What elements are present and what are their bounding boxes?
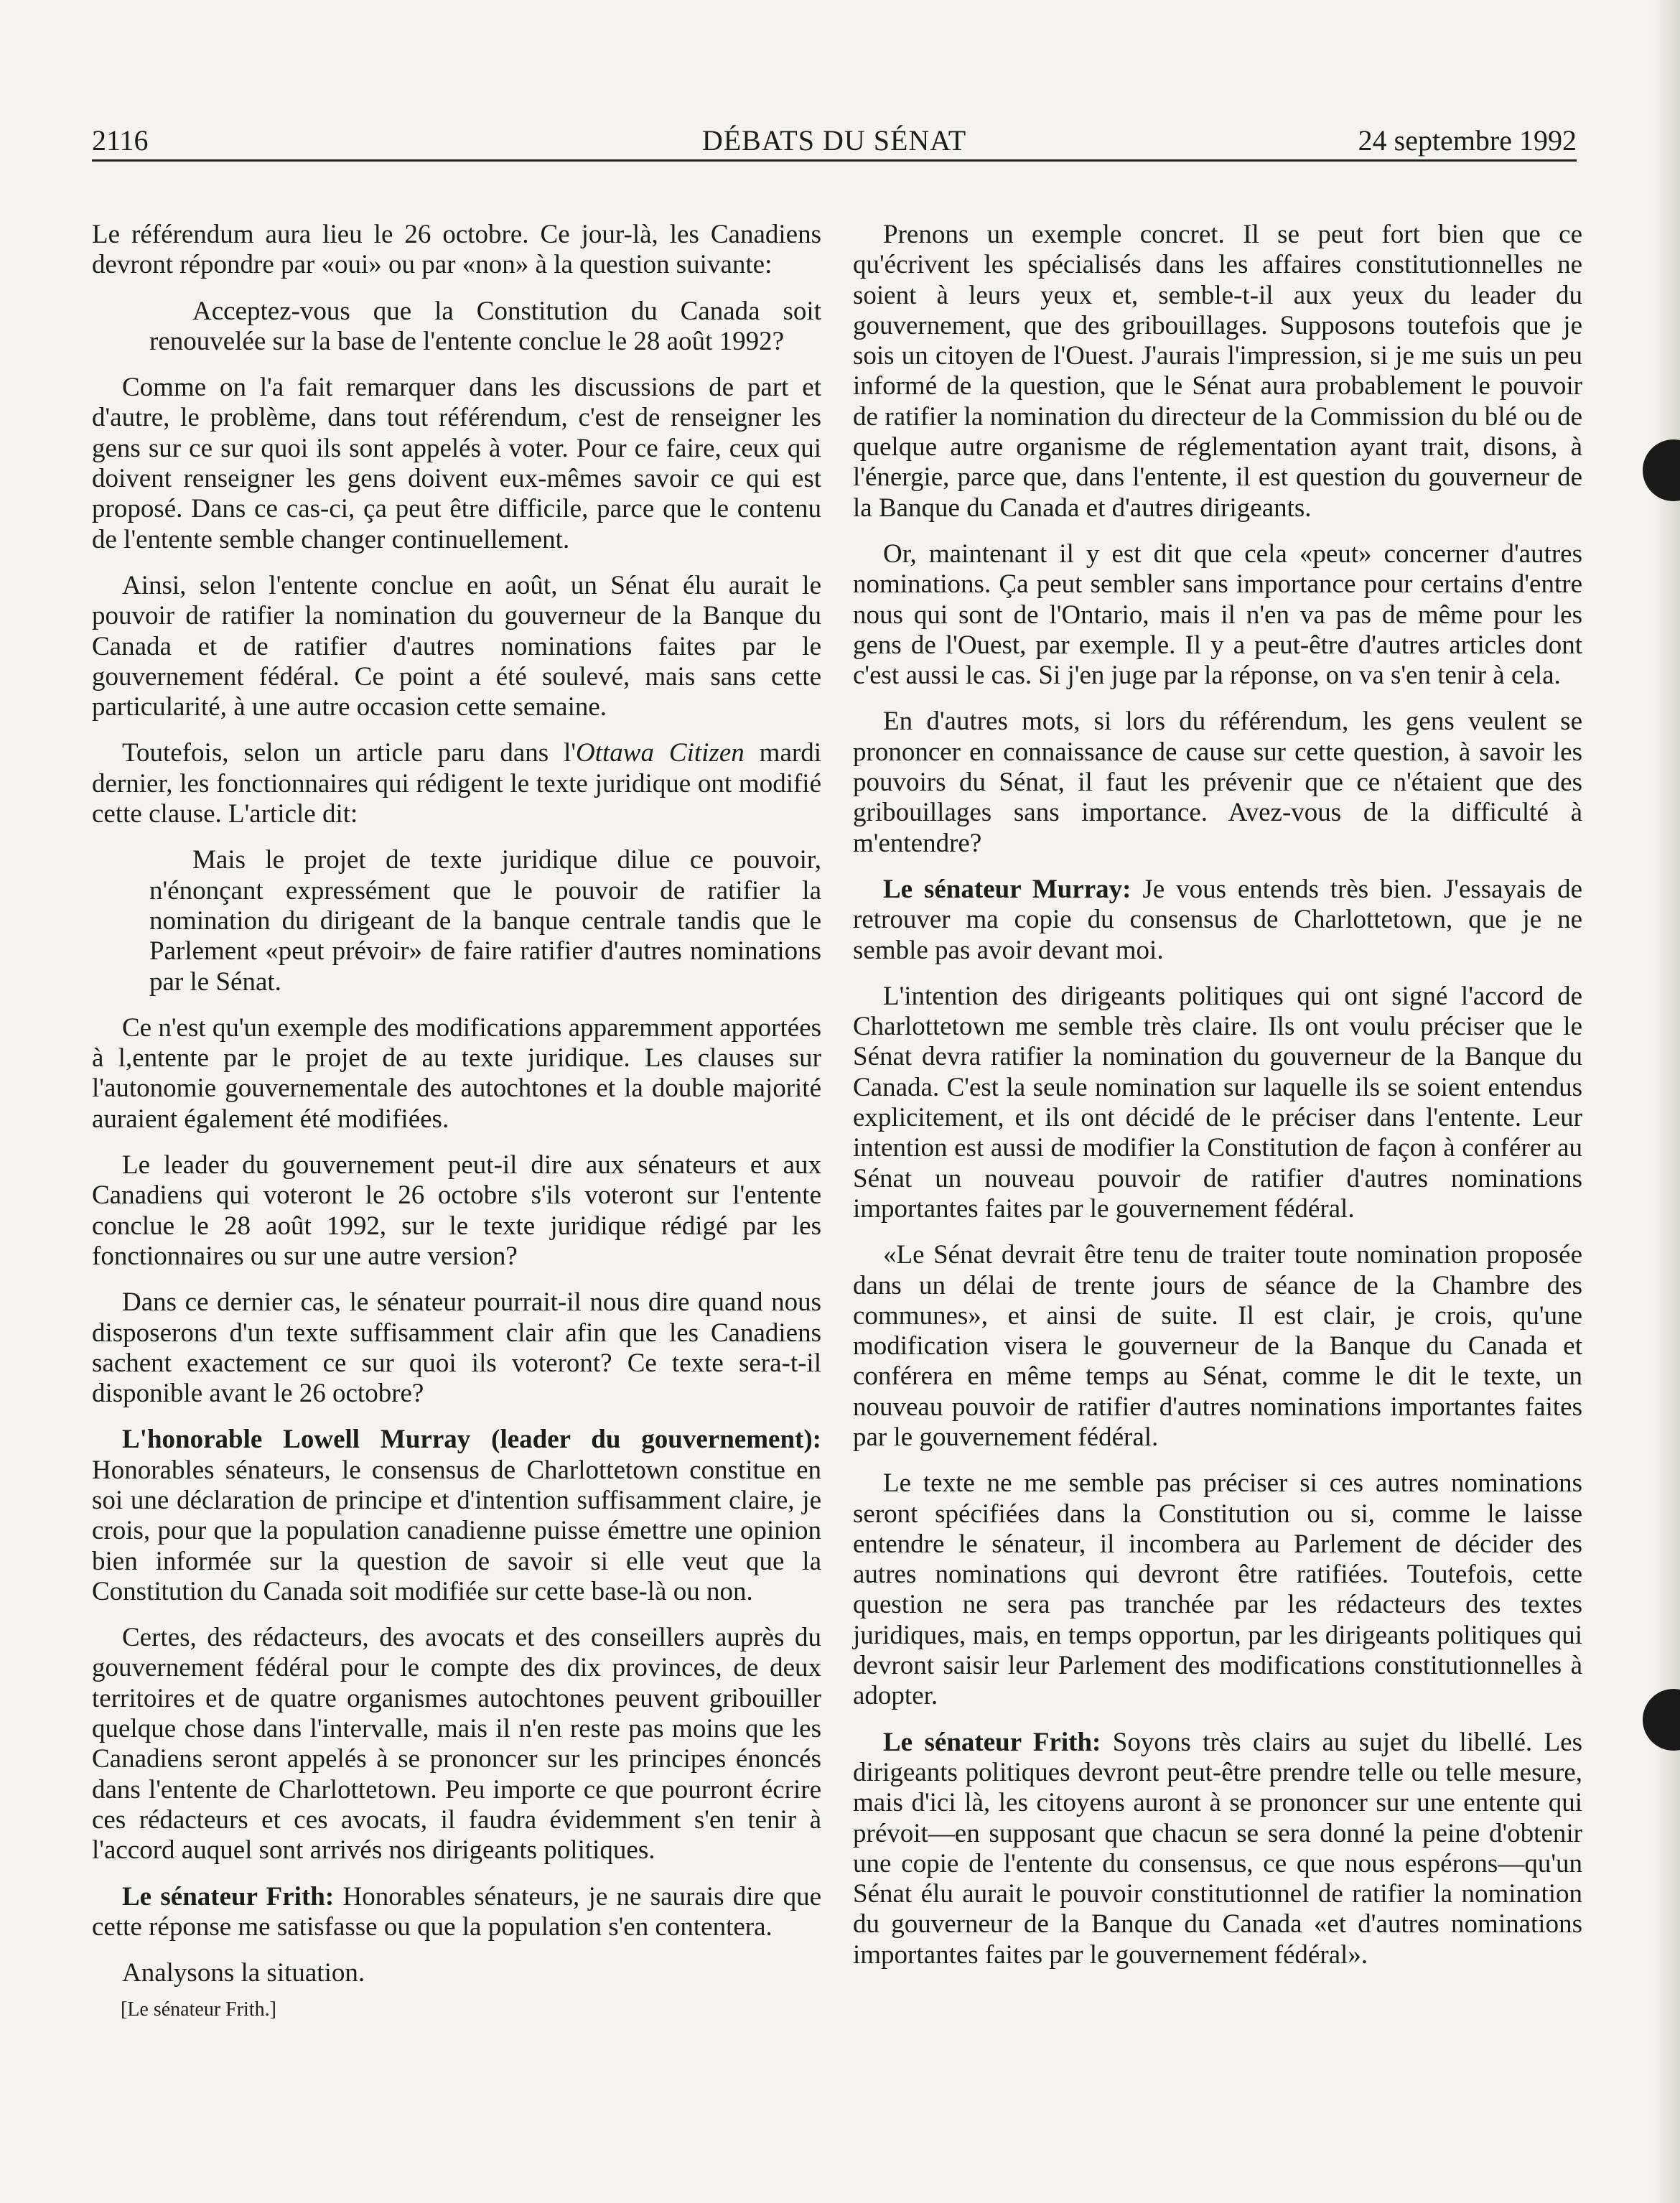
- quoted-article: Mais le projet de texte juridique dilue ce pouvoir, n'énonçant expressément que le pouvoir de ratifier la nomination du dirigeant de la banque centrale tandis que le Parlement «peut prévoir» de faire ratifier d'autres nominations par le Sénat.: [149, 845, 821, 997]
- binder-hole-icon: [1643, 1689, 1680, 1751]
- speaker-name: L'honorable Lowell Murray (leader du gouvernement):: [122, 1425, 821, 1455]
- paragraph: [92, 1425, 821, 1607]
- paragraph: Analysons la situation.: [122, 1958, 365, 1988]
- paragraph: «Le Sénat devrait être tenu de traiter toute nomination proposée dans un délai de trente jours de séance de la Chambre des communes», et ainsi de suite. Il est clair, je crois, qu'une modification visera le gouverneur de la Banque du Canada et conférera en même temps au Sénat, comme le dit le texte, un nouveau pouvoir de ratifier d'autres nominations importantes faites par le gouvernement fédéral.: [853, 1240, 1582, 1452]
- quoted-question: Acceptez-vous que la Constitution du Canada soit renouvelée sur la base de l'entente conclue le 28 août 1992?: [149, 296, 821, 356]
- header-rule: [92, 159, 1577, 162]
- speaker-name: Le sénateur Murray:: [883, 874, 1131, 904]
- text-run: Je vous entends très bien. J'essayais de retrouver ma copie du consensus de Charlottetown, que je ne semble pas avoir devant moi.: [853, 874, 1582, 965]
- paragraph: [853, 875, 1582, 966]
- speaker-attribution: [Le sénateur Frith.]: [121, 1998, 276, 2021]
- text-run: Toutefois, selon un article paru dans l': [122, 738, 577, 768]
- paragraph: Le référendum aura lieu le 26 octobre. Ce jour-là, les Canadiens devront répondre par «oui» ou par «non» à la question suivante:: [92, 220, 821, 280]
- newspaper-name: Ottawa Citizen: [576, 738, 745, 768]
- right-column: [853, 220, 1582, 1986]
- paragraph: Ce n'est qu'un exemple des modifications apparemment apportées à l,entente par le projet de au texte juridique. Les clauses sur l'autonomie gouvernementale des autochtones et la double majorité auraient également été modifiées.: [92, 1012, 822, 1134]
- publication-date: 24 septembre 1992: [1358, 124, 1577, 157]
- text-run: Honorables sénateurs, je ne saurais dire que cette réponse me satisfasse ou que la population s'en contentera.: [92, 1881, 821, 1942]
- paragraph: L'intention des dirigeants politiques qui ont signé l'accord de Charlottetown me semble très claire. Ils ont voulu préciser que le Sénat devra ratifier la nomination du gouverneur de la Banque du Canada. C'est la seule nomination sur laquelle ils se soient entendus explicitement, et ils ont décidé de le préciser dans l'entente. Leur intention est aussi de modifier la Constitution de façon à conférer au Sénat un nouveau pouvoir de ratifier d'autres nominations importantes faites par le gouvernement fédéral.: [853, 981, 1582, 1224]
- paragraph: Or, maintenant il y est dit que cela «peut» concerner d'autres nominations. Ça peut sembler sans importance pour certains d'entre nous qui sont de l'Ontario, mais il n'en va pas de même pour les gens de l'Ouest, par exemple. Il y a peut-être d'autres articles dont c'est aussi le cas. Si j'en juge par la réponse, on va s'en tenir à cela.: [853, 539, 1582, 691]
- paragraph: Certes, des rédacteurs, des avocats et des conseillers auprès du gouvernement fédéral pour le compte des dix provinces, de deux territoires et de quatre organismes autochtones peuvent gribouiller quelque chose dans l'intervalle, mais il n'en reste pas moins que les Canadiens seront appelés à se prononcer sur les principes énoncés dans l'entente de Charlottetown. Peu importe ce que pourront écrire ces rédacteurs et ces avocats, il faudra évidemment s'en tenir à l'accord auquel sont arrivés nos dirigeants politiques.: [92, 1623, 821, 1866]
- paragraph: Comme on l'a fait remarquer dans les discussions de part et d'autre, le problème, dans tout référendum, c'est de renseigner les gens sur ce sur quoi ils sont appelés à voter. Pour ce faire, ceux qui doivent renseigner les gens doivent eux-mêmes savoir ce qui est proposé. Dans ce cas-ci, ça peut être difficile, parce que le contenu de l'entente semble changer continuellement.: [92, 373, 821, 554]
- page-header: [92, 121, 1577, 161]
- paragraph: [92, 1882, 821, 1943]
- paragraph: Prenons un exemple concret. Il se peut fort bien que ce qu'écrivent les spécialisés dans les affaires constitutionnelles ne soient à leurs yeux et, semble-t-il aux yeux du leader du gouvernement, que des gribouillages. Supposons toutefois que je sois un citoyen de l'Ouest. J'aurais l'impression, si je me suis un peu informé de la question, que le Sénat aura probablement le pouvoir de ratifier la nomination du directeur de la Commission du blé ou de quelque autre organisme de réglementation ayant trait, disons, à l'énergie, parce que, dans l'entente, il est question du gouverneur de la Banque du Canada et d'autres dirigeants.: [853, 220, 1582, 523]
- paragraph: Ainsi, selon l'entente conclue en août, un Sénat élu aurait le pouvoir de ratifier la nomination du gouverneur de la Banque du Canada et de ratifier d'autres nominations faites par le gouvernement fédéral. Ce point a été soulevé, mais sans cette particularité, à une autre occasion cette semaine.: [92, 570, 821, 722]
- text-run: Soyons très clairs au sujet du libellé. Les dirigeants politiques devront peut-être prendre telle ou telle mesure, mais d'ici là, les citoyens auront à se prononcer sur une entente qui prévoit—en supposant que chacun se sera donné la peine d'obtenir une copie de l'entente du consensus, ce que nous espérons—qu'un Sénat élu aurait le pouvoir constitutionnel de ratifier la nomination du gouverneur de la Banque du Canada «et d'autres nominations importantes faites par le gouvernement fédéral».: [853, 1727, 1582, 1970]
- paragraph: [92, 738, 821, 829]
- left-column: [92, 220, 821, 2039]
- speaker-name: Le sénateur Frith:: [883, 1727, 1101, 1757]
- page-edge-shadow: [1653, 0, 1680, 2203]
- paragraph: Le texte ne me semble pas préciser si ces autres nominations seront spécifiées dans la Constitution ou si, comme le laisse entendre le sénateur, il incombera au Parlement de décider des autres nominations qui devront être ratifiées. Toutefois, cette question ne sera pas tranchée par les rédacteurs des textes juridiques, mais, en temps opportun, par les dirigeants politiques qui devront saisir leur Parlement des modifications constitutionnelles à adopter.: [853, 1468, 1582, 1711]
- text-run: Honorables sénateurs, le consensus de Charlottetown constitue en soi une déclaration de principe et d'intention suffisamment claire, je crois, pour que la population canadienne puisse émettre une opinion bien informée sur la question de savoir si elle veut que la Constitution du Canada soit modifiée sur cette base-là ou non.: [92, 1455, 821, 1606]
- paragraph: Le leader du gouvernement peut-il dire aux sénateurs et aux Canadiens qui voteront le 26 octobre s'ils voteront sur l'entente conclue le 28 août 1992, sur le texte juridique rédigé par les fonctionnaires ou sur une autre version?: [92, 1150, 821, 1271]
- publication-title: DÉBATS DU SÉNAT: [701, 124, 967, 157]
- speaker-name: Le sénateur Frith:: [122, 1881, 335, 1911]
- page-number: 2116: [92, 124, 149, 157]
- paragraph: [853, 1728, 1582, 1970]
- text-run: mardi dernier, les fonctionnaires qui rédigent le texte juridique ont modifié cette clause. L'article dit:: [92, 738, 821, 829]
- paragraph: En d'autres mots, si lors du référendum, les gens veulent se prononcer en connaissance de cause sur cette question, à savoir les pouvoirs du Sénat, il faut les prévenir que ce n'étaient que des gribouillages sans importance. Avez-vous de la difficulté à m'entendre?: [853, 707, 1582, 858]
- paragraph: Dans ce dernier cas, le sénateur pourrait-il nous dire quand nous disposerons d'un texte suffisamment clair afin que les Canadiens sachent exactement ce sur quoi ils voteront? Ce texte sera-t-il disponible avant le 26 octobre?: [92, 1287, 821, 1409]
- binder-hole-icon: [1643, 439, 1680, 501]
